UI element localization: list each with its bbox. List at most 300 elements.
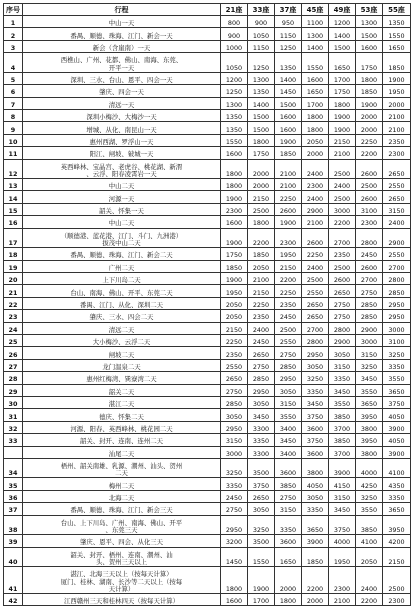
price-cell: 2850: [383, 285, 411, 297]
route-cell: [23, 434, 221, 446]
price-cell: 1900: [329, 122, 356, 134]
route-line: 番禺、顺德、珠海、江门、新会二天: [70, 251, 173, 260]
route-cell: [23, 97, 221, 109]
row-number: 9: [4, 122, 23, 134]
row-number: 22: [4, 297, 23, 309]
route-line: 、东莞三天: [105, 526, 138, 535]
price-cell: 2950: [275, 372, 302, 384]
price-cell: 2350: [221, 347, 248, 359]
route-cell: [23, 122, 221, 134]
table-row: [4, 372, 411, 384]
table-row: [4, 334, 411, 346]
price-cell: 3300: [248, 446, 275, 458]
price-cell: 3050: [221, 409, 248, 421]
route-line: 二天: [115, 469, 128, 478]
price-cell: 2700: [356, 273, 383, 285]
price-cell: 3900: [383, 446, 411, 458]
route-cell: [23, 547, 221, 567]
price-cell: 3450: [329, 384, 356, 396]
price-cell: 2100: [383, 122, 411, 134]
price-cell: 2400: [302, 191, 329, 203]
price-cell: 2550: [221, 359, 248, 371]
price-cell: 2100: [329, 147, 356, 159]
price-cell: 1350: [221, 109, 248, 121]
route-line: 台山、南海、佛山、开平、东莞二天: [70, 288, 173, 297]
row-number: 1: [4, 16, 23, 28]
price-cell: 2450: [221, 490, 248, 502]
price-cell: 3550: [275, 409, 302, 421]
price-cell: 2050: [302, 134, 329, 146]
price-cell: 1800: [221, 567, 248, 594]
price-cell: 3650: [356, 396, 383, 408]
price-cell: 2100: [302, 216, 329, 228]
route-cell: [23, 384, 221, 396]
price-cell: 2500: [248, 203, 275, 215]
column-header: 21座: [221, 4, 248, 16]
route-cell: [23, 216, 221, 228]
price-cell: 2250: [221, 334, 248, 346]
price-cell: 2150: [383, 547, 411, 567]
price-cell: 950: [275, 16, 302, 28]
price-cell: 2650: [221, 372, 248, 384]
table-row: [4, 547, 411, 567]
table-row: [4, 567, 411, 594]
price-cell: 2100: [248, 273, 275, 285]
price-cell: 3050: [302, 490, 329, 502]
price-cell: 1550: [248, 547, 275, 567]
price-cell: 1650: [383, 40, 411, 52]
price-cell: 3950: [383, 515, 411, 535]
price-cell: 3400: [275, 421, 302, 433]
row-number: 4: [4, 53, 23, 73]
price-cell: 1350: [248, 85, 275, 97]
price-cell: 2300: [356, 216, 383, 228]
price-cell: 3150: [221, 434, 248, 446]
price-cell: 3900: [383, 421, 411, 433]
price-cell: 3150: [275, 503, 302, 515]
table-row: [4, 535, 411, 547]
price-cell: 2000: [275, 567, 302, 594]
price-cell: 2850: [221, 396, 248, 408]
route-line: 阳江、闸坡、铍城一天: [89, 150, 154, 159]
table-row: [4, 347, 411, 359]
price-cell: 1750: [248, 147, 275, 159]
price-cell: 1600: [275, 109, 302, 121]
route-cell: [23, 248, 221, 260]
price-cell: 1600: [221, 594, 248, 606]
row-number: 2: [4, 28, 23, 40]
table-row: [4, 446, 411, 458]
price-cell: 1850: [356, 85, 383, 97]
table-row: [4, 434, 411, 446]
price-cell: 3350: [221, 478, 248, 490]
price-cell: 4100: [356, 535, 383, 547]
price-cell: 2200: [248, 228, 275, 248]
price-cell: 1150: [248, 40, 275, 52]
price-cell: 2000: [383, 97, 411, 109]
route-cell: [23, 16, 221, 28]
price-cell: 1900: [275, 216, 302, 228]
route-line: 德庆、怀集二天: [99, 412, 144, 421]
route-line: 上下川岛二天: [102, 276, 141, 285]
table-row: [4, 478, 411, 490]
price-cell: 3750: [302, 409, 329, 421]
route-line: 汕尾二天: [108, 449, 135, 458]
route-line: 韶关、封开、梧州、连南、潮州、汕: [70, 550, 173, 559]
row-number: 26: [4, 347, 23, 359]
route-line: 拔茂中山二天: [102, 239, 141, 248]
price-cell: 1850: [248, 248, 275, 260]
price-cell: 1650: [329, 53, 356, 73]
table-row: [4, 285, 411, 297]
price-cell: 2900: [329, 334, 356, 346]
row-number: 5: [4, 72, 23, 84]
price-cell: 2650: [248, 347, 275, 359]
table-row: [4, 260, 411, 272]
price-cell: 2250: [356, 134, 383, 146]
route-line: 湛江、北海三天以上（按每天计算）: [70, 570, 173, 579]
price-cell: 4150: [329, 478, 356, 490]
price-cell: 1900: [383, 72, 411, 84]
route-cell: [23, 53, 221, 73]
row-number: 10: [4, 134, 23, 146]
route-cell: [23, 409, 221, 421]
row-number: 13: [4, 179, 23, 191]
price-cell: 2150: [221, 322, 248, 334]
price-cell: 1250: [248, 53, 275, 73]
price-table-container: [3, 3, 410, 606]
price-cell: 3700: [329, 446, 356, 458]
price-cell: 1900: [329, 109, 356, 121]
row-number: 33: [4, 434, 23, 446]
price-cell: 2600: [356, 159, 383, 179]
price-cell: 2400: [302, 159, 329, 179]
price-cell: 1850: [275, 147, 302, 159]
price-cell: 1500: [248, 122, 275, 134]
price-cell: 3650: [302, 515, 329, 535]
table-row: [4, 310, 411, 322]
price-cell: 1950: [329, 547, 356, 567]
price-cell: 2550: [383, 179, 411, 191]
price-cell: 2900: [356, 322, 383, 334]
price-cell: 1800: [302, 109, 329, 121]
price-cell: 4000: [356, 458, 383, 478]
table-row: [4, 458, 411, 478]
row-number: 38: [4, 515, 23, 535]
price-cell: 4000: [329, 535, 356, 547]
route-line: 厦门、桂林、湖南、长沙等二天以上（按每: [60, 577, 183, 586]
price-cell: 2750: [275, 347, 302, 359]
route-cell: [23, 28, 221, 40]
price-cell: 3850: [329, 409, 356, 421]
price-cell: 2600: [275, 203, 302, 215]
price-cell: 2650: [302, 310, 329, 322]
price-cell: 2400: [356, 567, 383, 594]
table-body: [4, 16, 411, 606]
price-cell: 1800: [248, 134, 275, 146]
row-number: 30: [4, 396, 23, 408]
price-cell: 2800: [383, 273, 411, 285]
table-row: [4, 28, 411, 40]
price-cell: 3550: [383, 372, 411, 384]
price-cell: 3750: [302, 434, 329, 446]
price-cell: 1600: [221, 147, 248, 159]
table-row: [4, 228, 411, 248]
price-cell: 2750: [329, 297, 356, 309]
price-cell: 4050: [383, 409, 411, 421]
price-cell: 2500: [329, 191, 356, 203]
route-line: 江西赣州三天和桂林四天（按每天计算）: [63, 597, 180, 606]
route-line: 肇庆、恩平、四会、从化三天: [79, 538, 164, 547]
price-cell: 1150: [275, 28, 302, 40]
route-line: 头、贺州三天以上: [95, 558, 148, 567]
price-cell: 2450: [356, 248, 383, 260]
price-cell: 2300: [383, 594, 411, 606]
route-line: 中山二天: [108, 182, 135, 191]
price-cell: 1400: [329, 28, 356, 40]
route-line: 梧州、韶关南雄、乳源、潮州、汕头、贺州: [60, 462, 183, 471]
price-cell: 3500: [248, 535, 275, 547]
route-cell: [23, 310, 221, 322]
row-number: 17: [4, 228, 23, 248]
price-cell: 800: [221, 16, 248, 28]
table-row: [4, 179, 411, 191]
price-cell: 1750: [356, 53, 383, 73]
row-number: 40: [4, 547, 23, 567]
route-line: 番禺、顺德、珠海、江门、新会三天: [70, 506, 173, 515]
price-cell: 2600: [356, 191, 383, 203]
route-cell: [23, 228, 221, 248]
price-cell: 2350: [248, 310, 275, 322]
price-cell: 3850: [356, 515, 383, 535]
price-cell: 2750: [329, 310, 356, 322]
price-cell: 1400: [275, 72, 302, 84]
route-line: 清远一天: [108, 100, 135, 109]
price-cell: 2100: [275, 159, 302, 179]
price-cell: 2200: [275, 273, 302, 285]
price-cell: 2000: [302, 594, 329, 606]
price-cell: 1850: [383, 53, 411, 73]
route-line: （顺德港、蓝花港、江门、斗门、九洲港）: [60, 231, 183, 240]
price-cell: 3250: [356, 359, 383, 371]
price-cell: 3650: [383, 384, 411, 396]
price-cell: 1900: [275, 134, 302, 146]
price-cell: 1950: [383, 85, 411, 97]
row-number: 41: [4, 567, 23, 594]
price-cell: 2950: [248, 384, 275, 396]
price-cell: 2650: [248, 490, 275, 502]
price-cell: 1800: [356, 72, 383, 84]
route-cell: [23, 147, 221, 159]
table-row: [4, 40, 411, 52]
price-cell: 3000: [329, 203, 356, 215]
price-cell: 1250: [275, 40, 302, 52]
price-cell: 2950: [221, 515, 248, 535]
route-line: 天计算）: [108, 584, 135, 593]
price-cell: 3550: [356, 503, 383, 515]
route-line: 大小梅沙、云浮二天: [92, 338, 151, 347]
row-number: 23: [4, 310, 23, 322]
price-cell: 900: [248, 16, 275, 28]
price-cell: 1550: [302, 53, 329, 73]
row-number: 31: [4, 409, 23, 421]
price-cell: 1750: [329, 85, 356, 97]
price-cell: 2200: [356, 147, 383, 159]
price-cell: 2350: [329, 248, 356, 260]
price-cell: 3450: [248, 409, 275, 421]
price-cell: 1050: [221, 53, 248, 73]
route-line: 清远二天: [108, 325, 135, 334]
price-cell: 3050: [248, 503, 275, 515]
column-header: 49座: [329, 4, 356, 16]
table-row: [4, 109, 411, 121]
table-row: [4, 322, 411, 334]
price-cell: 2950: [383, 310, 411, 322]
price-cell: 3450: [356, 372, 383, 384]
price-cell: 3750: [329, 515, 356, 535]
table-row: [4, 515, 411, 535]
row-number: 34: [4, 458, 23, 478]
price-cell: 3350: [329, 372, 356, 384]
price-cell: 2550: [383, 248, 411, 260]
price-cell: 2100: [383, 109, 411, 121]
column-header: 45座: [302, 4, 329, 16]
price-cell: 2900: [383, 228, 411, 248]
route-line: 韶关、怀集一天: [99, 207, 144, 216]
price-cell: 3450: [302, 396, 329, 408]
price-cell: 2650: [383, 159, 411, 179]
price-cell: 1800: [302, 122, 329, 134]
row-number: 35: [4, 478, 23, 490]
price-cell: 3050: [329, 347, 356, 359]
route-line: 番禺、顺德、珠海、江门、新会一天: [70, 31, 173, 40]
price-cell: 3850: [275, 478, 302, 490]
price-cell: 2500: [356, 179, 383, 191]
price-cell: 2950: [221, 421, 248, 433]
route-cell: [23, 260, 221, 272]
price-cell: 1900: [248, 567, 275, 594]
route-line: 龙门温泉二天: [102, 362, 141, 371]
price-cell: 2300: [383, 147, 411, 159]
table-row: [4, 53, 411, 73]
price-cell: 1950: [221, 285, 248, 297]
price-cell: 2850: [356, 297, 383, 309]
price-cell: 1500: [275, 97, 302, 109]
price-cell: 2150: [248, 285, 275, 297]
row-number: 11: [4, 147, 23, 159]
price-cell: 2250: [302, 248, 329, 260]
row-number: 14: [4, 191, 23, 203]
price-cell: 3650: [383, 503, 411, 515]
price-cell: 3350: [383, 359, 411, 371]
price-cell: 3050: [248, 396, 275, 408]
route-line: 湛江二天: [108, 400, 135, 409]
price-cell: 1700: [329, 72, 356, 84]
route-line: 肇庆、三水、四会二天: [89, 313, 154, 322]
table-row: [4, 72, 411, 84]
price-cell: 1400: [302, 40, 329, 52]
price-cell: 1850: [221, 260, 248, 272]
price-cell: 1700: [302, 97, 329, 109]
route-cell: [23, 372, 221, 384]
price-cell: 1350: [221, 122, 248, 134]
price-table: [3, 3, 411, 606]
price-cell: 3600: [302, 421, 329, 433]
price-cell: 2700: [383, 260, 411, 272]
route-line: 惠州西湖、罗浮山一天: [89, 137, 154, 146]
price-cell: 1650: [275, 547, 302, 567]
route-cell: [23, 297, 221, 309]
price-cell: 3450: [275, 434, 302, 446]
price-cell: 2250: [248, 297, 275, 309]
price-cell: 3350: [275, 515, 302, 535]
price-cell: 2950: [302, 347, 329, 359]
route-line: 广州二天: [108, 263, 135, 272]
price-cell: 2800: [302, 334, 329, 346]
price-cell: 1200: [221, 72, 248, 84]
price-cell: 3850: [329, 434, 356, 446]
row-number: 37: [4, 503, 23, 515]
table-row: [4, 97, 411, 109]
row-number: 42: [4, 594, 23, 606]
price-cell: 2750: [221, 384, 248, 396]
price-cell: 3350: [248, 434, 275, 446]
price-cell: 3700: [329, 421, 356, 433]
price-cell: 3150: [275, 396, 302, 408]
price-cell: 2200: [329, 216, 356, 228]
table-header-row: [4, 4, 411, 16]
route-cell: [23, 72, 221, 84]
column-header: 55座: [383, 4, 411, 16]
table-row: [4, 503, 411, 515]
price-cell: 2000: [302, 147, 329, 159]
price-cell: 2450: [275, 310, 302, 322]
price-cell: 1900: [221, 191, 248, 203]
price-cell: 3900: [302, 535, 329, 547]
column-header: 行程: [23, 4, 221, 16]
route-cell: [23, 109, 221, 121]
price-cell: 3600: [275, 458, 302, 478]
route-line: 中山二天: [108, 219, 135, 228]
route-cell: [23, 134, 221, 146]
price-cell: 2850: [248, 372, 275, 384]
route-line: 韶关二天: [108, 387, 135, 396]
price-cell: 3000: [221, 446, 248, 458]
table-row: [4, 216, 411, 228]
table-row: [4, 490, 411, 502]
price-cell: 1700: [248, 594, 275, 606]
price-cell: 4200: [383, 535, 411, 547]
price-cell: 3250: [356, 490, 383, 502]
route-cell: [23, 396, 221, 408]
price-cell: 2150: [329, 134, 356, 146]
route-cell: [23, 490, 221, 502]
route-line: 中山一天: [108, 19, 135, 28]
column-header: 37座: [275, 4, 302, 16]
price-cell: 3900: [329, 458, 356, 478]
price-cell: 2200: [356, 594, 383, 606]
price-cell: 1800: [221, 159, 248, 179]
route-cell: [23, 446, 221, 458]
price-cell: 2400: [329, 179, 356, 191]
price-cell: 3550: [356, 384, 383, 396]
price-cell: 2950: [383, 297, 411, 309]
price-cell: 1950: [275, 248, 302, 260]
price-cell: 2300: [221, 203, 248, 215]
price-cell: 1300: [248, 72, 275, 84]
table-row: [4, 122, 411, 134]
price-cell: 1300: [302, 28, 329, 40]
